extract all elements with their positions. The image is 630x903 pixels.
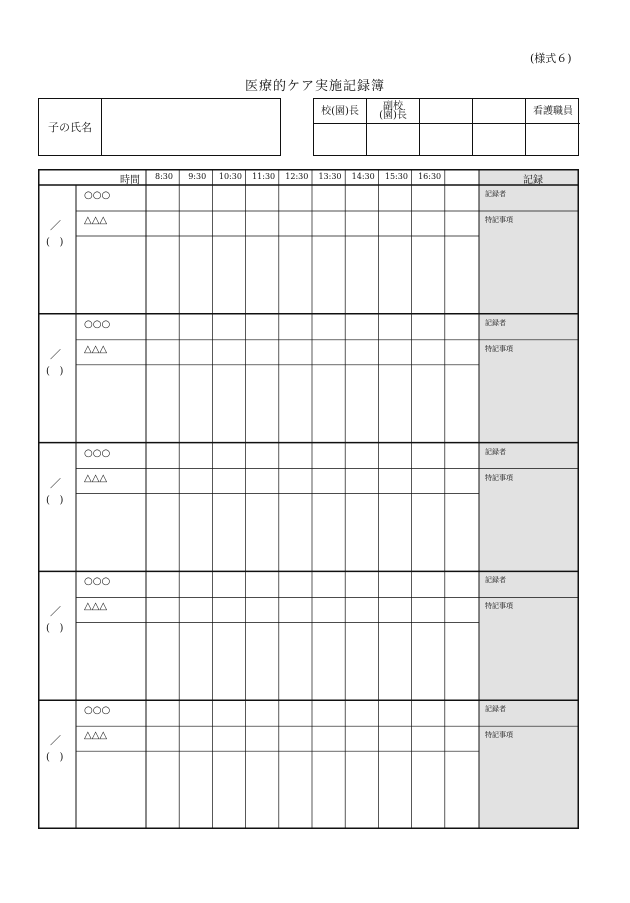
child-name-box xyxy=(38,98,281,156)
care-item-row2: △△△ xyxy=(84,472,108,484)
time-tick-label: 8:30 xyxy=(155,172,173,181)
care-item-row2: △△△ xyxy=(84,215,108,226)
vice-principal-label-line1: 副校 xyxy=(383,101,403,112)
time-tick-label: 11:30 xyxy=(252,172,276,181)
form-number: (様式６) xyxy=(530,52,572,65)
care-item-row1: ○○○ xyxy=(84,318,111,330)
care-item-row1: ○○○ xyxy=(84,190,111,201)
care-item-row1: ○○○ xyxy=(84,576,111,588)
date-slash: ／ xyxy=(50,605,61,619)
time-tick-label: 15:30 xyxy=(384,172,408,181)
nurse-stamp-cell[interactable] xyxy=(526,99,580,155)
weekday-paren: ( ) xyxy=(46,623,64,635)
notes-label: 特記事項 xyxy=(485,731,513,740)
time-tick-label: 12:30 xyxy=(285,172,309,181)
care-item-row1: ○○○ xyxy=(84,447,111,459)
vice-principal-label xyxy=(367,99,419,124)
recorder-label: 記録者 xyxy=(485,318,506,327)
notes-label: 特記事項 xyxy=(485,216,513,224)
approval-stamp-box xyxy=(313,98,579,156)
date-slash: ／ xyxy=(50,347,61,361)
blank-stamp-cell-1[interactable] xyxy=(420,99,473,155)
notes-label: 特記事項 xyxy=(485,473,513,482)
weekday-paren: ( ) xyxy=(46,237,64,248)
care-record-table xyxy=(38,169,579,829)
principal-label: 校(園)長 xyxy=(314,99,366,124)
recorder-label: 記録者 xyxy=(485,705,506,714)
date-slash: ／ xyxy=(50,476,61,490)
child-name-field[interactable] xyxy=(101,99,280,155)
recorder-label: 記録者 xyxy=(485,447,506,456)
recorder-label: 記録者 xyxy=(485,576,506,585)
time-header: 時間 xyxy=(120,175,140,186)
care-item-row2: △△△ xyxy=(84,343,108,355)
care-item-row1: ○○○ xyxy=(84,705,111,717)
page-title: 医療的ケア実施記録簿 xyxy=(244,79,385,94)
date-slash: ／ xyxy=(50,734,61,748)
care-item-row2: △△△ xyxy=(84,730,108,742)
notes-label: 特記事項 xyxy=(485,602,513,611)
nurse-label: 看護職員 xyxy=(526,99,580,124)
blank-stamp-cell-2[interactable] xyxy=(473,99,526,155)
child-name-label: 子の氏名 xyxy=(39,99,102,155)
care-item-row2: △△△ xyxy=(84,601,108,613)
time-tick-label: 14:30 xyxy=(351,172,375,181)
weekday-paren: ( ) xyxy=(46,752,64,764)
date-slash: ／ xyxy=(50,219,61,232)
weekday-paren: ( ) xyxy=(46,365,64,377)
principal-stamp-cell[interactable] xyxy=(314,99,367,155)
recorder-label: 記録者 xyxy=(485,190,506,198)
time-tick-label: 9:30 xyxy=(188,172,207,181)
weekday-paren: ( ) xyxy=(46,494,64,506)
record-header: 記録 xyxy=(523,175,543,186)
vice-principal-stamp-cell[interactable] xyxy=(367,99,420,155)
time-tick-label: 13:30 xyxy=(318,172,342,181)
time-tick-label: 10:30 xyxy=(218,172,242,181)
time-tick-label: 16:30 xyxy=(418,172,442,181)
notes-label: 特記事項 xyxy=(485,344,513,353)
vice-principal-label-line2: (園)長 xyxy=(379,110,407,121)
